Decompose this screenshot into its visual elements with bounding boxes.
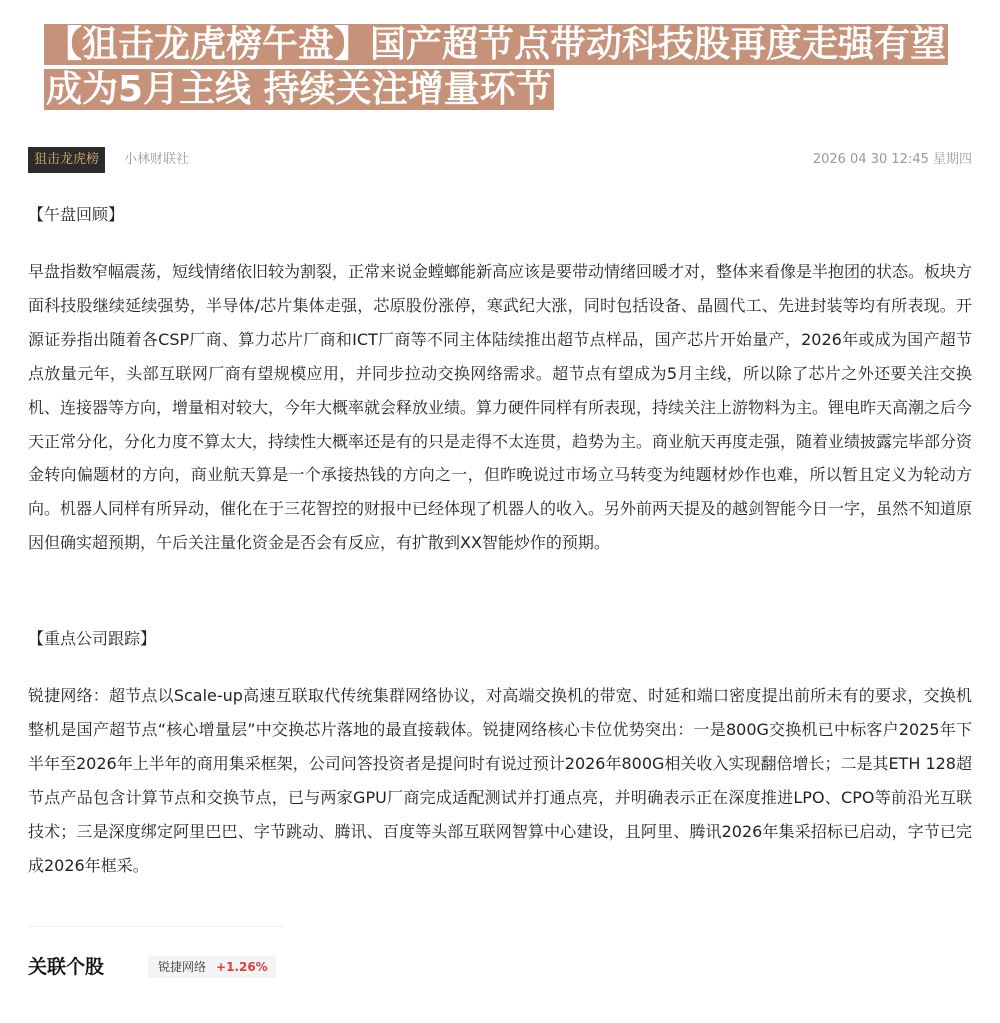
related-divider xyxy=(28,926,284,927)
stock-name: 锐捷网络 xyxy=(158,960,207,974)
paragraph-midday-review: 早盘指数窄幅震荡，短线情绪依旧较为割裂，正常来说金螳螂能新高应该是要带动情绪回暖才对，整体来看像是半抱团的状态。板块方面科技股继续延续强势，半导体/芯片集体走强，芯原股份涨停，寒武纪大涨，同时包括设备、晶圆代工、先进封装等均有所表现。开源证券指出随着各CSP厂商、算力芯片厂商和ICT厂商等不同主体陆续推出超节点样品，国产芯片开始量产，2026年或成为国产超节点放量元年，头部互联网厂商有望规模应用，并同步拉动交换网络需求。超节点有望成为5月主线，所以除了芯片之外还要关注交换机、连接器等方向，增量相对较大，今年大概率就会释放业绩。算力硬件同样有所表现，持续关注上游物料为主。锂电昨天高潮之后今天正常分化，分化力度不算太大，持续性大概率还是有的只是走得不太连贯，趋势为主。商业航天再度走强，随着业绩披露完毕部分资金转向偏题材的方向，商业航天算是一个承接热钱的方向之一，但昨晚说过市场立马转变为纯题材炒作也难，所以暂且定义为轮动方向。机器人同样有所异动，催化在于三花智控的财报中已经体现了机器人的收入。另外前两天提及的越剑智能今日一字，虽然不知道原因但确实超预期，午后关注量化资金是否会有反应，有扩散到XX智能炒作的预期。 xyxy=(28,262,973,553)
stock-change: +1.26% xyxy=(216,960,268,974)
column-tag[interactable]: 狙击龙虎榜 xyxy=(28,147,105,173)
related-stocks-title: 关联个股 xyxy=(28,956,105,978)
section-heading-midday-review: 【午盘回顾】 xyxy=(28,205,125,224)
article-source: 小林财联社 xyxy=(124,152,190,167)
title-line-2-text: 成为5月主线 持续关注增量环节 xyxy=(46,69,552,110)
title-line-1-text: 【狙击龙虎榜午盘】国产超节点带动科技股再度走强有望 xyxy=(46,24,947,65)
paragraph-company-tracking: 锐捷网络：超节点以Scale-up高速互联取代传统集群网络协议，对高端交换机的带宽、时延和端口密度提出前所未有的要求，交换机整机是国产超节点“核心增量层”中交换芯片落地的最直接载体。锐捷网络核心卡位优势突出：一是800G交换机已中标客户2025年下半年至2026年上半年的商用集采框架，公司问答投资者是提问时有说过预计2026年800G相关收入实现翻倍增长；二是其ETH 128超节点产品包含计算节点和交换节点，已与两家GPU厂商完成适配测试并打通点亮，并明确表示正在深度推进LPO、CPO等前沿光互联技术；三是深度绑定阿里巴巴、字节跳动、腾讯、百度等头部互联网智算中心建设，且阿里、腾讯2026年集采招标已启动，字节已完成2026年框采。 xyxy=(28,686,972,875)
publish-date: 2026 04 30 12:45 星期四 xyxy=(812,152,972,167)
stock-chip-ruijie[interactable] xyxy=(148,956,276,978)
title-line-1 xyxy=(44,22,974,67)
section-heading-company-tracking: 【重点公司跟踪】 xyxy=(28,629,157,648)
article-title xyxy=(44,22,974,112)
article-meta xyxy=(28,147,972,173)
title-line-2 xyxy=(44,67,974,112)
